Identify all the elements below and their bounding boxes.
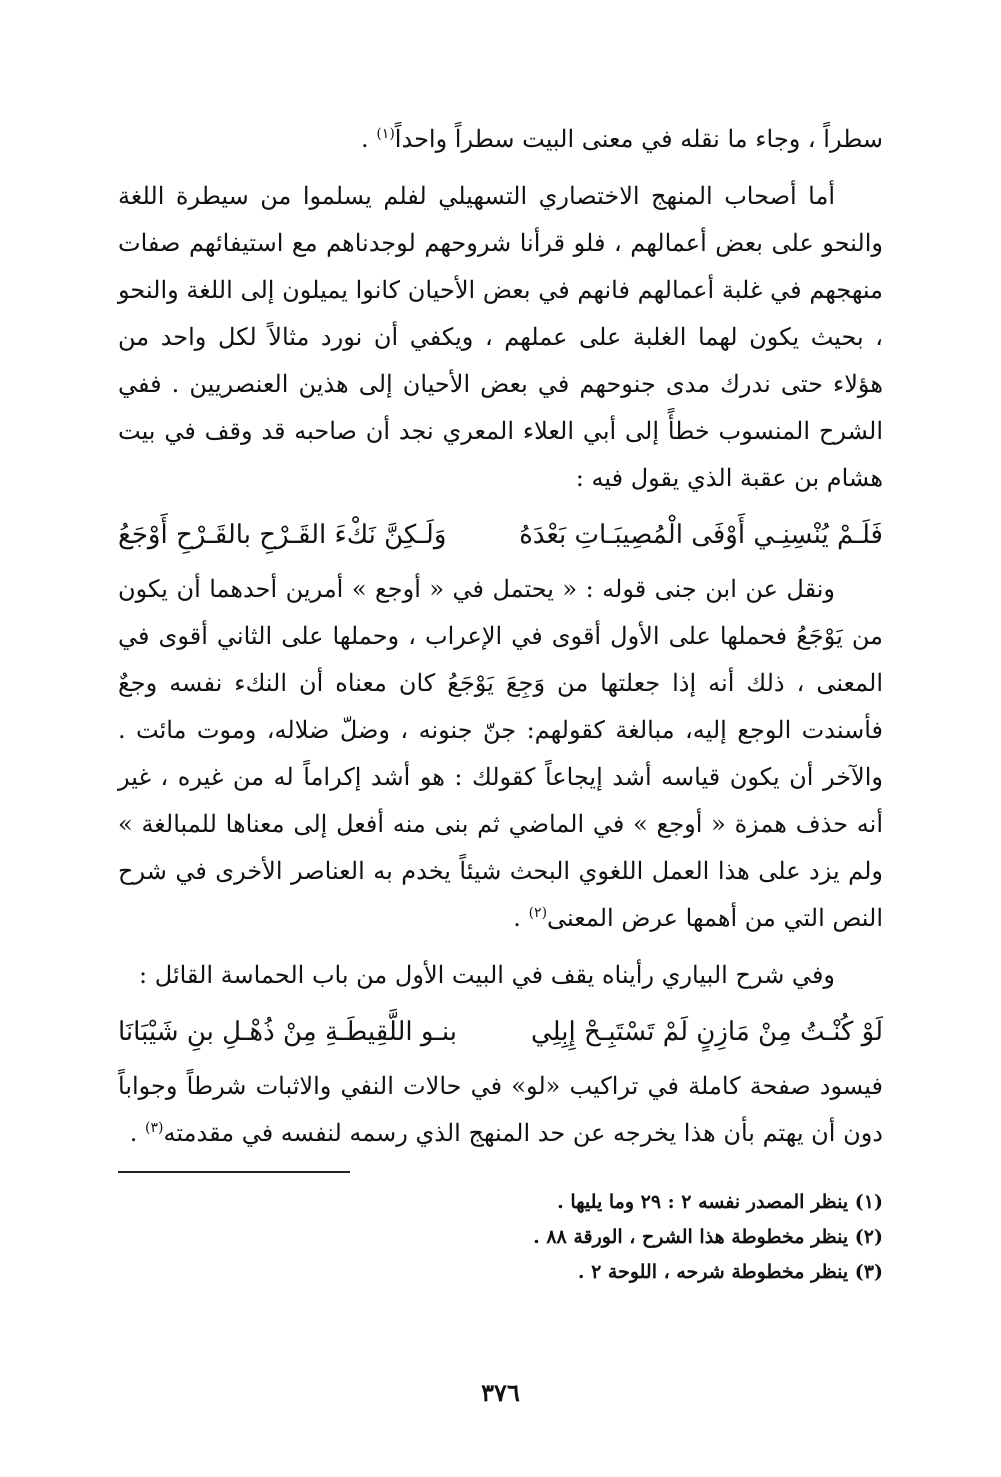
page-number: ٣٧٦ <box>481 1378 520 1407</box>
footnotes <box>118 1171 883 1290</box>
footnote-3: (٣) ينظر مخطوطة شرحه ، اللوحة ٢ . <box>577 1261 883 1283</box>
footnote-marker-3: (٣) <box>145 1120 164 1136</box>
paragraph-4: وفي شرح البياري رأيناه يقف في البيت الأول من باب الحماسة القائل : <box>139 961 835 989</box>
paragraph-3-text: ونقل عن ابن جنى قوله : « يحتمل في « أوجع » أمرين أحدهما أن يكون من يَوْجَعُ فحملها على الأول أقوى في الإعراب ، وحملها على الثاني أقوى في المعنى ، ذلك أنه إذا جعلتها من وَجِعَ يَوْجَعُ كان معناه أن النكء نفسه وجعٌ فأسندت الوجع إليه، مبالغة كقولهم: جنّ جنونه ، وضلّ ضلاله، وموت مائت . والآخر أن يكون قياسه أشد إيجاعاً كقولك : هو أشد إكراماً له من غيره ، غير أنه حذف همزة « أوجع » في الماضي ثم بنى منه أفعل إلى معناها للمبالغة » ولم يزد على هذا العمل اللغوي البحث شيئاً يخدم به العناصر الأخرى في شرح النص التي من أهمها عرض المعنى <box>118 575 883 932</box>
footnote-marker-2: (٢) <box>528 905 548 921</box>
paragraph-1-end: . <box>361 125 369 153</box>
paragraph-5-end: . <box>129 1119 138 1147</box>
paragraph-1-text: سطراً ، وجاء ما نقله في معنى البيت سطراً واحداً <box>394 125 883 153</box>
verse-2 <box>118 1007 883 1057</box>
verse-2-first-hemistich: لَوْ كُنْـتُ مِنْ مَازِنٍ لَمْ تَسْتَبِـحْ إِبِلِي <box>530 1017 883 1047</box>
footnote-marker-1: (١) <box>376 126 395 142</box>
paragraph-1 <box>118 116 883 163</box>
verse-1-first-hemistich: فَلَـمْ يُنْسِنِـي أَوْفَى الْمُصِيبَـاتِ بَعْدَهُ <box>519 520 883 550</box>
paragraph-5-text: فيسود صفحة كاملة في تراكيب «لو» في حالات النفي والاثبات شرطاً وجواباً دون أن يهتم بأن هذا يخرجه عن حد المنهج الذي رسمه لنفسه في مقدمته <box>118 1072 883 1147</box>
verse-2-second-hemistich: بنـو اللَّقِيطَـةِ مِنْ ذُهْـلِ بنِ شَيْبَانَا <box>118 1017 457 1047</box>
footnote-separator <box>118 1171 350 1173</box>
paragraph-3-end: . <box>513 904 521 932</box>
verse-1 <box>118 510 883 560</box>
paragraph-5 <box>118 1063 883 1157</box>
footnote-2: (٢) ينظر مخطوطة هذا الشرح ، الورقة ٨٨ . <box>533 1226 883 1248</box>
verse-1-second-hemistich: وَلَـكِنَّ نَكْءَ القَـرْحِ بالقَـرْحِ أَوْجَعُ <box>118 520 447 550</box>
paragraph-3 <box>118 566 883 942</box>
footnote-1: (١) ينظر المصدر نفسه ٢ : ٢٩ وما يليها . <box>557 1191 883 1213</box>
paragraph-2: أما أصحاب المنهج الاختصاري التسهيلي لفلم يسلموا من سيطرة اللغة والنحو على بعض أعمالهم ، فلو قرأنا شروحهم لوجدناهم مع استيفائهم صفات منهجهم في غلبة أعمالهم فانهم في بعض الأحيان كانوا يميلون إلى اللغة والنحو ، بحيث يكون لهما الغلبة على عملهم ، ويكفي أن نورد مثالاً لكل واحد من هؤلاء حتى ندرك مدى جنوحهم في بعض الأحيان إلى هذين العنصريين . ففي الشرح المنسوب خطأً إلى أبي العلاء المعري نجد أن صاحبه قد وقف في بيت هشام بن عقبة الذي يقول فيه : <box>118 182 884 492</box>
